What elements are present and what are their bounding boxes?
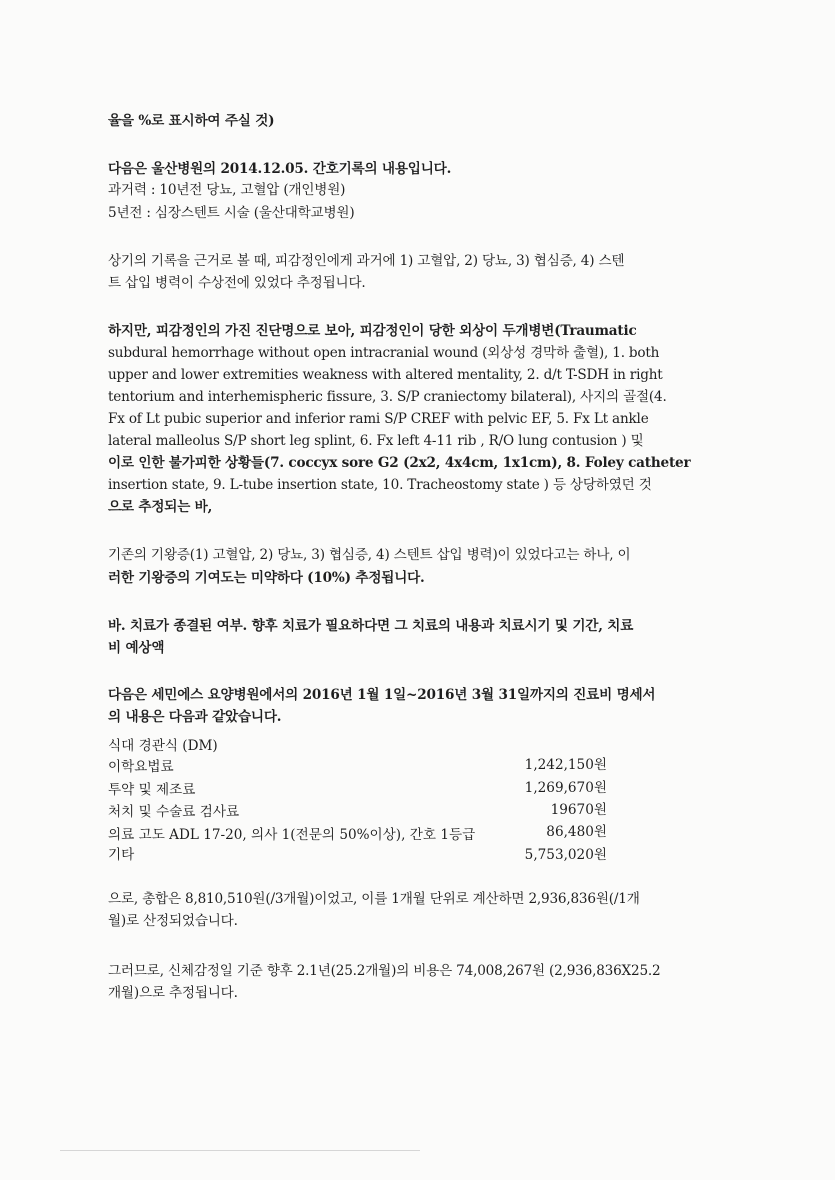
paragraph-history-1: 상기의 기록을 근거로 볼 때, 피감정인에게 과거에 1) 고혈압, 2) 당뇨, 3) 협심증, 4) 스텐: [108, 253, 625, 269]
ledger-amount: 86,480원: [546, 824, 607, 840]
diagnosis-line-9: 으로 추정되는 바,: [108, 499, 213, 515]
section-heading-line-1: 바. 치료가 종결된 여부. 향후 치료가 필요하다면 그 치료의 내용과 치료시기 및 기간, 치료: [108, 618, 634, 634]
statement-intro-line-2: 의 내용은 다음과 같았습니다.: [108, 709, 282, 725]
ledger-label: 기타: [108, 847, 135, 863]
ledger-amount: 19670원: [550, 802, 607, 818]
footer-divider: [60, 1150, 420, 1151]
ledger-label: 투약 및 제조료: [108, 782, 196, 798]
paragraph-history-2: 트 삽입 병력이 수상전에 있었다 추정됩니다.: [108, 275, 366, 291]
diagnosis-line-6: lateral malleolus S/P short leg splint, 6. Fx left 4-11 rib , R/O lung contusion ) 및: [108, 433, 644, 449]
ledger-amount: 1,242,150원: [524, 757, 607, 773]
ledger-label: 의료 고도 ADL 17-20, 의사 1(전문의 50%이상), 간호 1등급: [108, 827, 476, 843]
ledger-label: 처치 및 수술료 검사료: [108, 804, 240, 820]
diagnosis-line-4: tentorium and interhemispheric fissure, 3. S/P craniectomy bilateral), 사지의 골절(4.: [108, 389, 667, 405]
preexisting-line-2: 러한 기왕증의 기여도는 미약하다 (10%) 추정됩니다.: [108, 570, 425, 586]
diagnosis-line-1: 하지만, 피감정인의 가진 진단명으로 보아, 피감정인이 당한 외상이 두개병변(Traumatic: [108, 323, 637, 339]
estimate-line-1: 그러므로, 신체감정일 기준 향후 2.1년(25.2개월)의 비용은 74,008,267원 (2,936,836X25.2: [108, 963, 661, 979]
stent-history-line: 5년전 : 심장스텐트 시술 (울산대학교병원): [108, 205, 355, 221]
preexisting-line-1: 기존의 기왕증(1) 고혈압, 2) 당뇨, 3) 협심증, 4) 스텐트 삽입 병력)이 있었다고는 하나, 이: [108, 547, 631, 563]
diagnosis-line-2: subdural hemorrhage without open intracranial wound (외상성 경막하 출혈), 1. both: [108, 345, 660, 361]
intro-fragment: 율을 %로 표시하여 주실 것): [108, 113, 275, 129]
ledger-amount: 1,269,670원: [524, 780, 607, 796]
past-history-line: 과거력 : 10년전 당뇨, 고혈압 (개인병원): [108, 182, 346, 198]
statement-intro-line-1: 다음은 세민에스 요양병원에서의 2016년 1월 1일~2016년 3월 31일까지의 진료비 명세서: [108, 687, 656, 703]
total-line-1: 으로, 총합은 8,810,510원(/3개월)이었고, 이를 1개월 단위로 계산하면 2,936,836원(/1개: [108, 891, 640, 907]
diagnosis-line-7: 이로 인한 불가피한 상황들(7. coccyx sore G2 (2x2, 4x4cm, 1x1cm), 8. Foley catheter: [108, 455, 691, 471]
ledger-header: 식대 경관식 (DM): [108, 738, 218, 754]
diagnosis-line-5: Fx of Lt pubic superior and inferior rami S/P CREF with pelvic EF, 5. Fx Lt ankle: [108, 411, 649, 427]
diagnosis-line-8: insertion state, 9. L-tube insertion state, 10. Tracheostomy state ) 등 상당하였던 것: [108, 477, 652, 493]
diagnosis-line-3: upper and lower extremities weakness with altered mentality, 2. d/t T-SDH in right: [108, 367, 663, 383]
estimate-line-2: 개월)으로 추정됩니다.: [108, 985, 238, 1001]
section-heading-line-2: 비 예상액: [108, 640, 165, 656]
ledger-amount: 5,753,020원: [524, 847, 607, 863]
total-line-2: 월)로 산정되었습니다.: [108, 913, 238, 929]
ledger-label: 이학요법료: [108, 759, 174, 775]
nursing-record-heading: 다음은 울산병원의 2014.12.05. 간호기록의 내용입니다.: [108, 161, 452, 177]
